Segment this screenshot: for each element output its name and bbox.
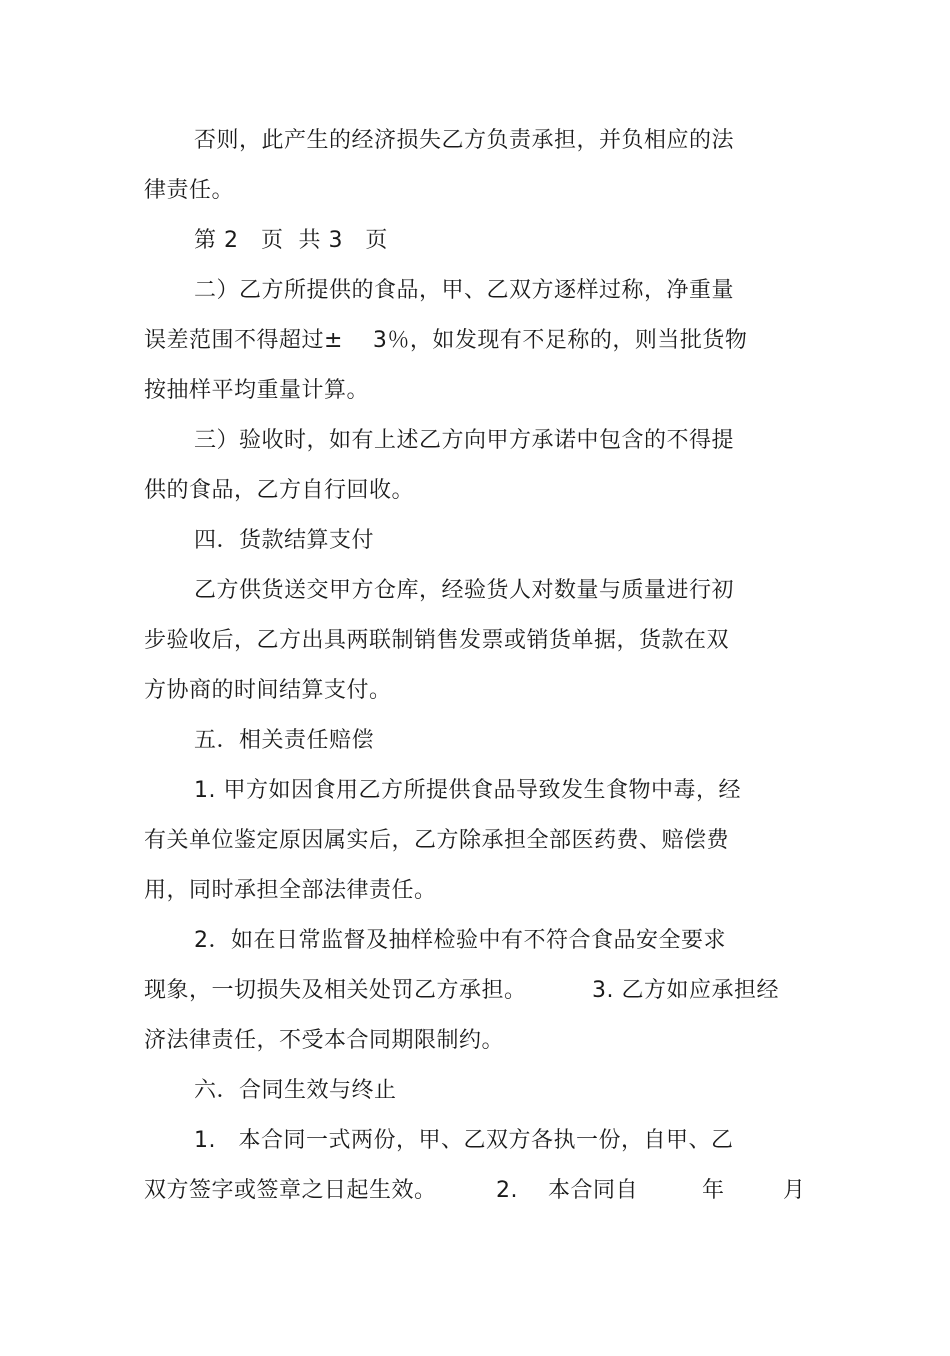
text-segment: 3. 乙方如应承担经 — [592, 978, 779, 1003]
text-segment: 月 — [783, 1178, 806, 1203]
text-line — [144, 1176, 824, 1356]
text-line: 乙方供货送交甲方仓库，经验货人对数量与质量进行初 — [194, 578, 735, 603]
text-line: 方协商的时间结算支付。 — [144, 678, 392, 703]
text-line: 供的食品，乙方自行回收。 — [144, 478, 415, 503]
text-line: 按抽样平均重量计算。 — [144, 378, 370, 403]
text-line: 二）乙方所提供的食品，甲、乙双方逐样过称，净重量 — [194, 278, 735, 303]
text-segment: 双方签字或签章之日起生效。 — [144, 1178, 437, 1203]
text-line: 步验收后，乙方出具两联制销售发票或销货单据，货款在双 — [144, 628, 730, 653]
text-segment: 年 — [702, 1178, 725, 1203]
page-number-line: 第 2 页 共 3 页 — [194, 228, 388, 253]
section-heading: 四．货款结算支付 — [194, 528, 375, 553]
section-heading: 六．合同生效与终止 — [194, 1078, 397, 1103]
text-line: 1. 本合同一式两份，甲、乙双方各执一份，自甲、乙 — [194, 1128, 734, 1153]
text-line: 2．如在日常监督及抽样检验中有不符合食品安全要求 — [194, 928, 726, 953]
text-segment: 现象，一切损失及相关处罚乙方承担。 — [144, 978, 527, 1003]
text-line: 三）验收时，如有上述乙方向甲方承诺中包含的不得提 — [194, 428, 735, 453]
text-line: 误差范围不得超过± 3％，如发现有不足称的，则当批货物 — [144, 328, 748, 353]
text-line: 律责任。 — [144, 178, 235, 203]
text-segment: 2. 本合同自 — [496, 1178, 638, 1203]
text-line: 1. 甲方如因食用乙方所提供食品导致发生食物中毒，经 — [194, 778, 741, 803]
text-line: 否则，此产生的经济损失乙方负责承担，并负相应的法 — [194, 128, 735, 153]
section-heading: 五．相关责任赔偿 — [194, 728, 375, 753]
text-line: 用，同时承担全部法律责任。 — [144, 878, 437, 903]
text-line: 有关单位鉴定原因属实后，乙方除承担全部医药费、赔偿费 — [144, 828, 730, 853]
text-line: 济法律责任，不受本合同期限制约。 — [144, 1028, 505, 1053]
